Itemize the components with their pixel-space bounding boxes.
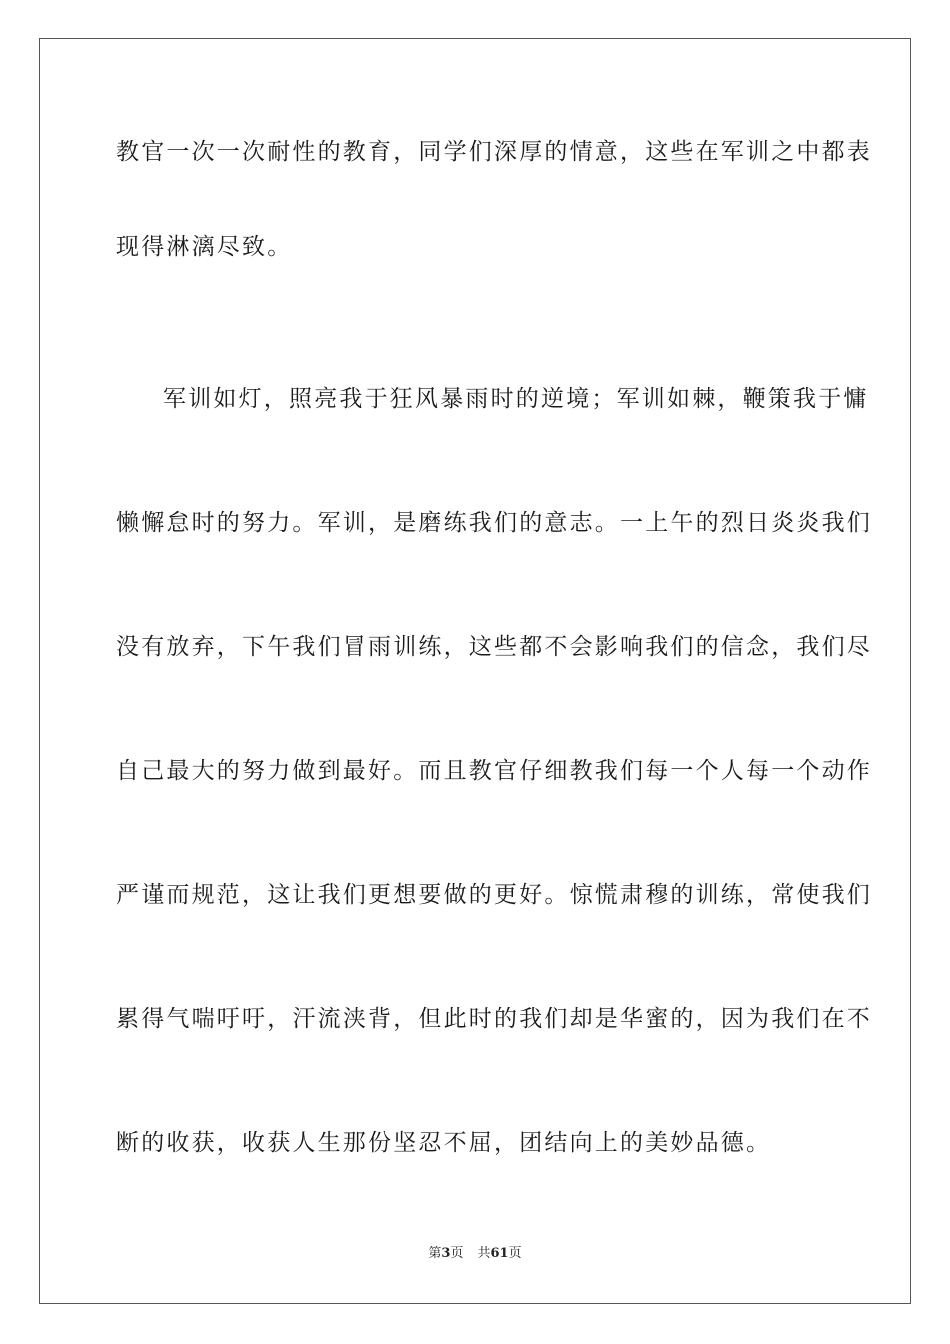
total-suffix: 页 [508, 1246, 522, 1261]
body-line-4: 懒懈怠时的努力。军训，是磨练我们的意志。一上午的烈日炎炎我们 [116, 510, 872, 536]
body-line-1: 教官一次一次耐性的教育，同学们深厚的情意，这些在军训之中都表 [116, 139, 872, 165]
body-line-3: 军训如灯，照亮我于狂风暴雨时的逆境；军训如棘，鞭策我于慵 [163, 386, 869, 412]
page-prefix: 第 [428, 1246, 442, 1261]
body-line-7: 严谨而规范，这让我们更想要做的更好。惊慌肃穆的训练，常使我们 [116, 882, 872, 908]
page-frame [39, 38, 911, 1304]
body-line-6: 自己最大的努力做到最好。而且教官仔细教我们每一个人每一个动作 [116, 758, 872, 784]
total-prefix: 共 [477, 1246, 491, 1261]
page-footer [0, 1245, 950, 1263]
page-suffix: 页 [450, 1246, 464, 1261]
page-number: 3 [441, 1246, 451, 1261]
body-line-2: 现得淋漓尽致。 [116, 234, 293, 260]
body-line-8: 累得气喘吁吁，汗流浃背，但此时的我们却是华蜜的，因为我们在不 [116, 1006, 872, 1032]
body-line-5: 没有放弃，下午我们冒雨训练，这些都不会影响我们的信念，我们尽 [116, 634, 872, 660]
total-pages: 61 [490, 1246, 509, 1261]
body-line-9: 断的收获，收获人生那份坚忍不屈，团结向上的美妙品德。 [116, 1130, 772, 1156]
